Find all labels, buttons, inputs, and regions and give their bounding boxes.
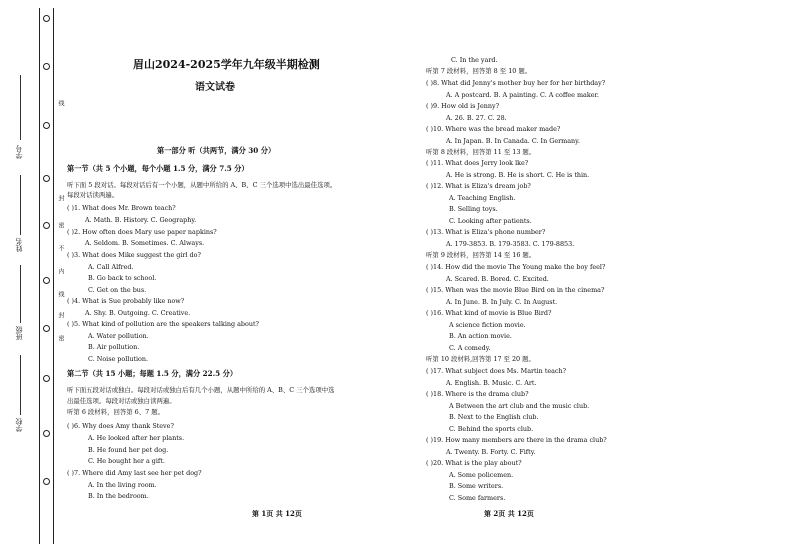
binding-hole bbox=[43, 277, 50, 284]
left-line: ( )4. What is Sue probably like now? bbox=[67, 297, 185, 305]
right-line: A. Scared. B. Bored. C. Excited. bbox=[446, 275, 549, 283]
page-footer-right: 第 2页 共 12页 bbox=[484, 509, 534, 518]
right-line: A. Teaching English. bbox=[449, 194, 516, 202]
binding-hole bbox=[43, 222, 50, 229]
binding-hole bbox=[43, 430, 50, 437]
right-line: A. He is strong. B. He is short. C. He is thin. bbox=[446, 171, 590, 179]
right-line: C. Some farmers. bbox=[449, 494, 506, 502]
inner-binding-line bbox=[53, 8, 54, 544]
binding-hole bbox=[43, 63, 50, 70]
binding-hole bbox=[43, 122, 50, 129]
right-line: A science fiction movie. bbox=[449, 321, 526, 329]
right-line: A. English. B. Music. C. Art. bbox=[446, 379, 537, 387]
left-line: 听下面五段对话或独白。每段对话或独白后有几个小题，从题中所给的 A、B、C 三个选项中选 bbox=[67, 386, 335, 394]
left-line: C. Get on the bus. bbox=[88, 286, 147, 294]
left-line: A. Water pollution. bbox=[88, 332, 149, 340]
right-line: 听第 7 段材料，回答第 8 至 10 题。 bbox=[426, 67, 532, 75]
right-line: 听第 10 段材料,回答第 17 至 20 题。 bbox=[426, 355, 535, 363]
seal-char: 封 bbox=[57, 195, 64, 201]
binding-hole bbox=[43, 478, 50, 485]
seal-char: 密 bbox=[57, 335, 64, 341]
right-line: B. An action movie. bbox=[449, 332, 512, 340]
left-line: 听第 6 段材料，回答第 6、7 题。 bbox=[67, 408, 165, 416]
exam-subtitle: 语文试卷 bbox=[195, 82, 235, 93]
left-line: ( )6. Why does Amy thank Steve? bbox=[67, 422, 174, 430]
left-line: B. Go back to school. bbox=[88, 274, 157, 282]
right-line: B. Next to the English club. bbox=[449, 413, 539, 421]
left-line: B. He found her pet dog. bbox=[88, 446, 169, 454]
left-line: B. Air pollution. bbox=[88, 343, 140, 351]
right-line: ( )11. What does Jerry look lke? bbox=[426, 159, 529, 167]
left-line: A. He looked after her plants. bbox=[88, 434, 185, 442]
right-line: ( )20. What is the play about? bbox=[426, 459, 522, 467]
left-line: A. Seldom. B. Sometimes. C. Always. bbox=[85, 239, 205, 247]
right-line: A. In June. B. In July. C. In August. bbox=[446, 298, 558, 306]
seal-char: 不 bbox=[57, 245, 64, 251]
name-field-line bbox=[20, 175, 21, 235]
right-line: B. Some writers. bbox=[449, 482, 504, 490]
seal-char: 封 bbox=[57, 312, 64, 318]
right-line: A. In Japan. B. In Canada. C. In Germany. bbox=[446, 137, 580, 145]
right-line: 听第 9 段材料，回答第 14 至 16 题。 bbox=[426, 251, 536, 259]
left-line: 每段对话读两遍。 bbox=[67, 191, 119, 199]
right-line: 听第 8 段材料，回答第 11 至 13 题。 bbox=[426, 148, 536, 156]
student-id-field-line bbox=[20, 75, 21, 140]
left-line: A. In the living room. bbox=[88, 481, 157, 489]
right-line: B. Selling toys. bbox=[449, 205, 498, 213]
school-field-line bbox=[20, 355, 21, 415]
right-line: A. Some policemen. bbox=[449, 471, 514, 479]
seal-char: 内 bbox=[57, 268, 64, 274]
left-line: ( )5. What kind of pollution are the speakers talking about? bbox=[67, 320, 259, 328]
right-line: ( )12. What is Eliza's dream job? bbox=[426, 182, 531, 190]
page-footer-left: 第 1页 共 12页 bbox=[252, 509, 302, 518]
right-line: A. Twenty. B. Forty. C. Fifty. bbox=[446, 448, 536, 456]
right-line: ( )10. Where was the bread maker made? bbox=[426, 125, 561, 133]
left-line: ( )2. How often does Mary use paper napkins? bbox=[67, 228, 217, 236]
left-line: 第一部分 听（共两节，满分 30 分） bbox=[157, 146, 276, 155]
class-field-line bbox=[20, 265, 21, 323]
right-line: ( )8. What did Jenny's mother buy her for her birthday? bbox=[426, 79, 606, 87]
seal-char: 密 bbox=[57, 222, 64, 228]
right-line: A. 179-3853. B. 179-3583. C. 179-8853. bbox=[446, 240, 575, 248]
left-line: A. Shy. B. Outgoing. C. Creative. bbox=[85, 309, 191, 317]
right-line: A Between the art club and the music club. bbox=[449, 402, 590, 410]
binding-hole bbox=[43, 325, 50, 332]
right-line: C. Behind the sports club. bbox=[449, 425, 534, 433]
right-line: ( )17. What subject does Ms. Martin teach? bbox=[426, 367, 567, 375]
binding-hole bbox=[43, 375, 50, 382]
right-line: A. 26. B. 27. C. 28. bbox=[446, 114, 507, 122]
left-line: 出最佳选项。每段对话或独白读两遍。 bbox=[67, 397, 176, 405]
seal-char: 线 bbox=[57, 100, 64, 106]
left-line: C. Noise pollution. bbox=[88, 355, 149, 363]
right-line: C. In the yard. bbox=[451, 56, 498, 64]
right-line: ( )18. Where is the drama club? bbox=[426, 390, 529, 398]
left-line: ( )3. What does Mike suggest the girl do? bbox=[67, 251, 201, 259]
name-label: 姓名 bbox=[15, 238, 23, 252]
student-id-label: 学号 bbox=[15, 145, 23, 159]
left-line: B. In the bedroom. bbox=[88, 492, 149, 500]
exam-title: 眉山2024-2025学年九年级半期检测 bbox=[133, 58, 320, 71]
left-line: 第二节（共 15 小题；每题 1.5 分，满分 22.5 分） bbox=[67, 369, 238, 378]
right-line: C. Looking after patients. bbox=[449, 217, 532, 225]
right-line: A. A postcard. B. A painting. C. A coffee maker. bbox=[446, 91, 599, 99]
right-line: ( )15. When was the movie Blue Bird on in the cinema? bbox=[426, 286, 605, 294]
binding-hole bbox=[43, 15, 50, 22]
left-line: A. Math. B. History. C. Geography. bbox=[85, 216, 197, 224]
right-line: ( )13. What is Eliza's phone number? bbox=[426, 228, 546, 236]
left-line: C. He bought her a gift. bbox=[88, 457, 165, 465]
school-label: 学校 bbox=[15, 418, 23, 432]
outer-binding-line bbox=[39, 8, 40, 544]
right-line: ( )9. How old is Jenny? bbox=[426, 102, 500, 110]
right-line: C. A comedy. bbox=[449, 344, 491, 352]
seal-char: 线 bbox=[57, 291, 64, 297]
right-line: ( )16. What kind of movie is Blue Bird? bbox=[426, 309, 552, 317]
right-line: ( )19. How many members are there in the drama club? bbox=[426, 436, 607, 444]
left-line: 听下面 5 段对话。每段对话后有一个小题，从题中所给的 A、B、C 三个选项中选出最佳选项。 bbox=[67, 181, 337, 189]
left-line: A. Call Alfred. bbox=[88, 263, 134, 271]
right-line: ( )14. How did the movie The Young make the boy feel? bbox=[426, 263, 606, 271]
left-line: ( )7. Where did Amy last see her pet dog? bbox=[67, 469, 202, 477]
left-line: ( )1. What does Mr. Brown teach? bbox=[67, 204, 176, 212]
class-label: 班级 bbox=[15, 326, 23, 340]
binding-hole bbox=[43, 175, 50, 182]
left-line: 第一节（共 5 个小题，每个小题 1.5 分，满分 7.5 分） bbox=[67, 164, 249, 173]
